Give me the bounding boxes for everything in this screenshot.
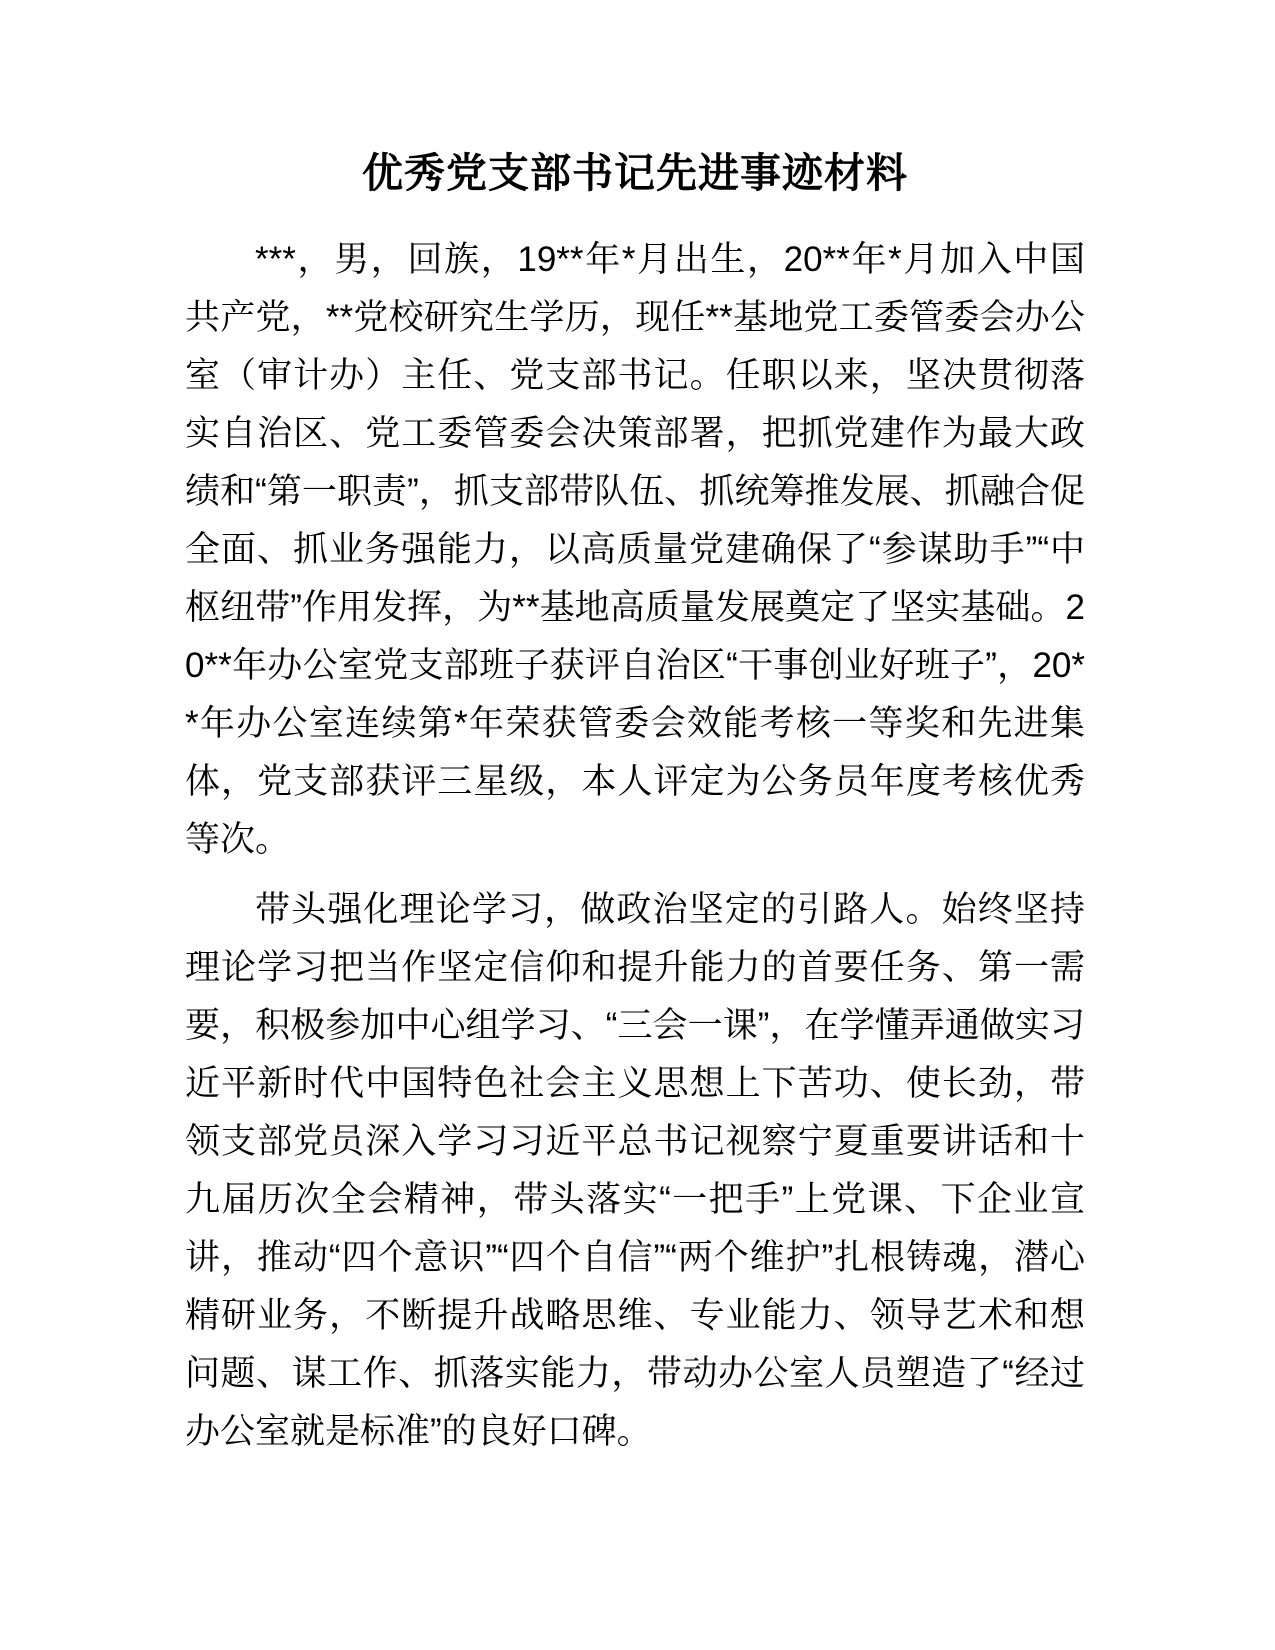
paragraph-theory-study: 带头强化理论学习，做政治坚定的引路人。始终坚持理论学习把当作坚定信仰和提升能力的首要任务、第一需要，积极参加中心组学习、“三会一课”，在学懂弄通做实习近平新时代中国特色社会主义思想上下苦功、使长劲，带领支部党员深入学习习近平总书记视察宁夏重要讲话和十九届历次全会精神，带头落实“一把手”上党课、下企业宣讲，推动“四个意识”“四个自信”“两个维护”扎根铸魂，潜心精研业务，不断提升战略思维、专业能力、领导艺术和想问题、谋工作、抓落实能力，带动办公室人员塑造了“经过办公室就是标准”的良好口碑。	[185, 890, 1085, 1452]
paragraph-intro: ***，男，回族，19**年*月出生，20**年*月加入中国共产党，**党校研究生学历，现任**基地党工委管委会办公室（审计办）主任、党支部书记。任职以来，坚决贯彻落实自治区、党工委管委会决策部署，把抓党建作为最大政绩和“第一职责”，抓支部带队伍、抓统筹推发展、抓融合促全面、抓业务强能力，以高质量党建确保了“参谋助手”“中枢纽带”作用发挥，为**基地高质量发展奠定了坚实基础。20**年办公室党支部班子获评自治区“干事创业好班子”，20**年办公室连续第*年荣获管委会效能考核一等奖和先进集体，党支部获评三星级，本人评定为公务员年度考核优秀等次。	[185, 240, 1085, 860]
document-title: 优秀党支部书记先进事迹材料	[362, 150, 908, 196]
